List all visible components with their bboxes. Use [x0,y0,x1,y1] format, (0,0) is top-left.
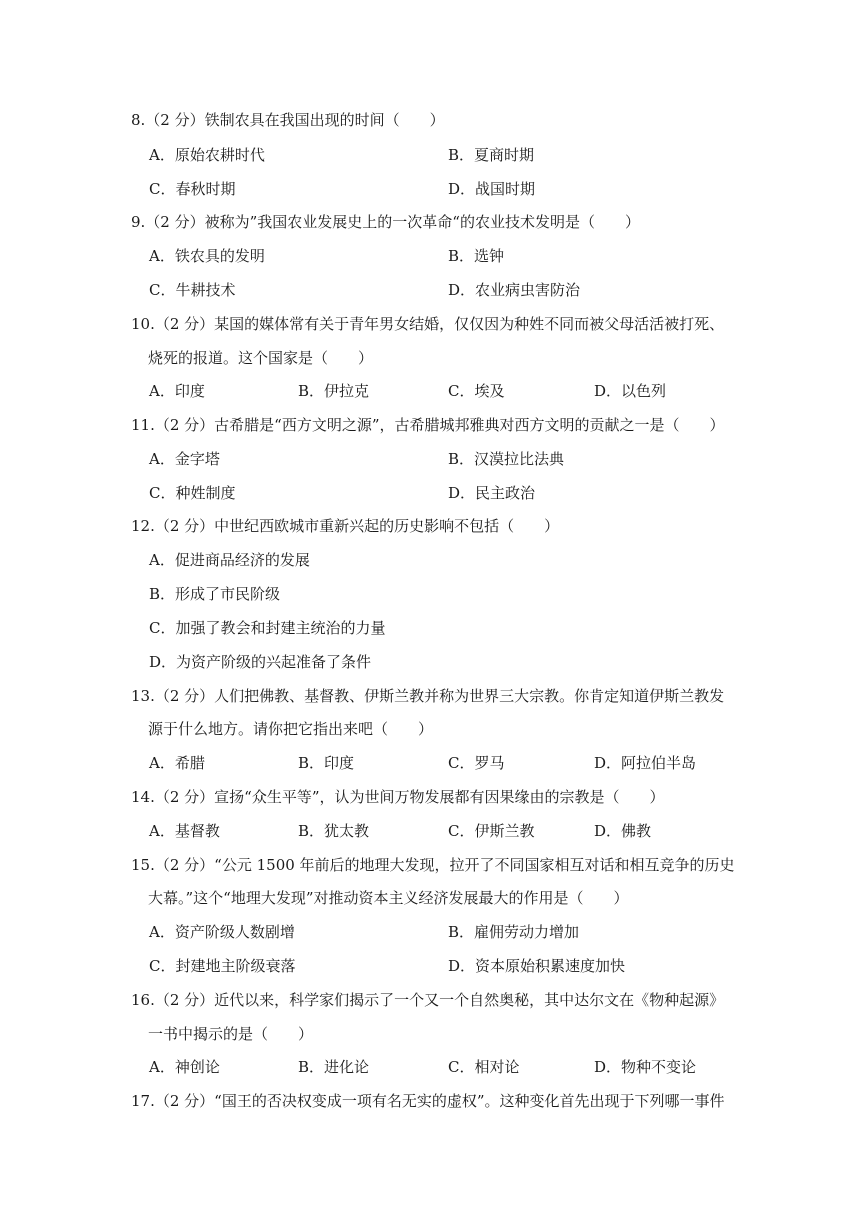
question-16-option-d: D．物种不变论 [594,1058,697,1076]
question-9-stem: 9.（2 分）被称为”我国农业发展史上的一次革命“的农业技术发明是（ ） [131,213,640,231]
question-10-stem: 10.（2 分）某国的媒体常有关于青年男女结婚，仅仅因为种姓不同而被父母活活被打死、 [131,315,725,333]
question-13-stem-cont: 源于什么地方。请你把它指出来吧（ ） [148,720,434,738]
question-10-option-a: A．印度 [149,382,205,400]
question-12-option-d: D．为资产阶级的兴起准备了条件 [149,653,372,671]
question-15-option-b: B．雇佣劳动力增加 [448,923,580,941]
question-12-option-b: B．形成了市民阶级 [149,585,281,603]
question-8-stem: 8.（2 分）铁制农具在我国出现的时间（ ） [131,111,445,129]
question-10-stem-cont: 烧死的报道。这个国家是（ ） [148,349,374,367]
question-14-option-b: B．犹太教 [298,822,370,840]
question-10-option-d: D．以色列 [594,382,667,400]
question-15-stem-cont: 大幕。”这个“地理大发现”对推动资本主义经济发展最大的作用是（ ） [148,889,629,907]
question-15-option-d: D．资本原始积累速度加快 [448,957,626,975]
question-10-option-b: B．伊拉克 [298,382,370,400]
question-17-stem: 17.（2 分）“国王的否决权变成一项有名无实的虚权”。这种变化首先出现于下列哪一事件 [131,1092,725,1110]
question-11-option-b: B．汉漠拉比法典 [448,450,565,468]
question-16-stem: 16.（2 分）近代以来，科学家们揭示了一个又一个自然奥秘，其中达尔文在《物种起源》 [131,991,725,1009]
question-16-stem-cont: 一书中揭示的是（ ） [148,1025,314,1043]
question-14-option-d: D．佛教 [594,822,652,840]
question-8-option-d: D．战国时期 [448,180,536,198]
question-14-option-c: C．伊斯兰教 [448,822,535,840]
question-8-option-b: B．夏商时期 [448,146,535,164]
question-14-stem: 14.（2 分）宣扬“众生平等”，认为世间万物发展都有因果缘由的宗教是（ ） [131,788,665,806]
question-11-option-c: C．种姓制度 [149,484,236,502]
question-14-option-a: A．基督教 [149,822,220,840]
question-13-stem: 13.（2 分）人们把佛教、基督教、伊斯兰教并称为世界三大宗教。你肯定知道伊斯兰教发 [131,687,725,705]
question-11-stem: 11.（2 分）古希腊是“西方文明之源”，古希腊城邦雅典对西方文明的贡献之一是（ ） [131,416,725,434]
question-12-option-c: C．加强了教会和封建主统治的力量 [149,619,386,637]
question-12-stem: 12.（2 分）中世纪西欧城市重新兴起的历史影响不包括（ ） [131,517,560,535]
question-11-option-d: D．民主政治 [448,484,536,502]
question-9-option-b: B．选钟 [448,247,505,265]
question-9-option-d: D．农业病虫害防治 [448,281,581,299]
question-8-option-a: A．原始农耕时代 [149,146,265,164]
question-15-option-a: A．资产阶级人数剧增 [149,923,295,941]
question-9-option-a: A．铁农具的发明 [149,247,265,265]
question-16-option-a: A．神创论 [149,1058,220,1076]
question-16-option-b: B．进化论 [298,1058,370,1076]
question-9-option-c: C．牛耕技术 [149,281,236,299]
question-13-option-d: D．阿拉伯半岛 [594,754,697,772]
question-15-stem: 15.（2 分）“公元 1500 年前后的地理大发现，拉开了不同国家相互对话和相互竞争的历史 [131,856,735,874]
question-15-option-c: C．封建地主阶级衰落 [149,957,296,975]
question-12-option-a: A．促进商品经济的发展 [149,551,310,569]
question-10-option-c: C．埃及 [448,382,505,400]
question-13-option-c: C．罗马 [448,754,505,772]
question-8-option-c: C．春秋时期 [149,180,236,198]
question-11-option-a: A．金字塔 [149,450,220,468]
question-13-option-b: B．印度 [298,754,355,772]
question-16-option-c: C．相对论 [448,1058,520,1076]
question-13-option-a: A．希腊 [149,754,205,772]
